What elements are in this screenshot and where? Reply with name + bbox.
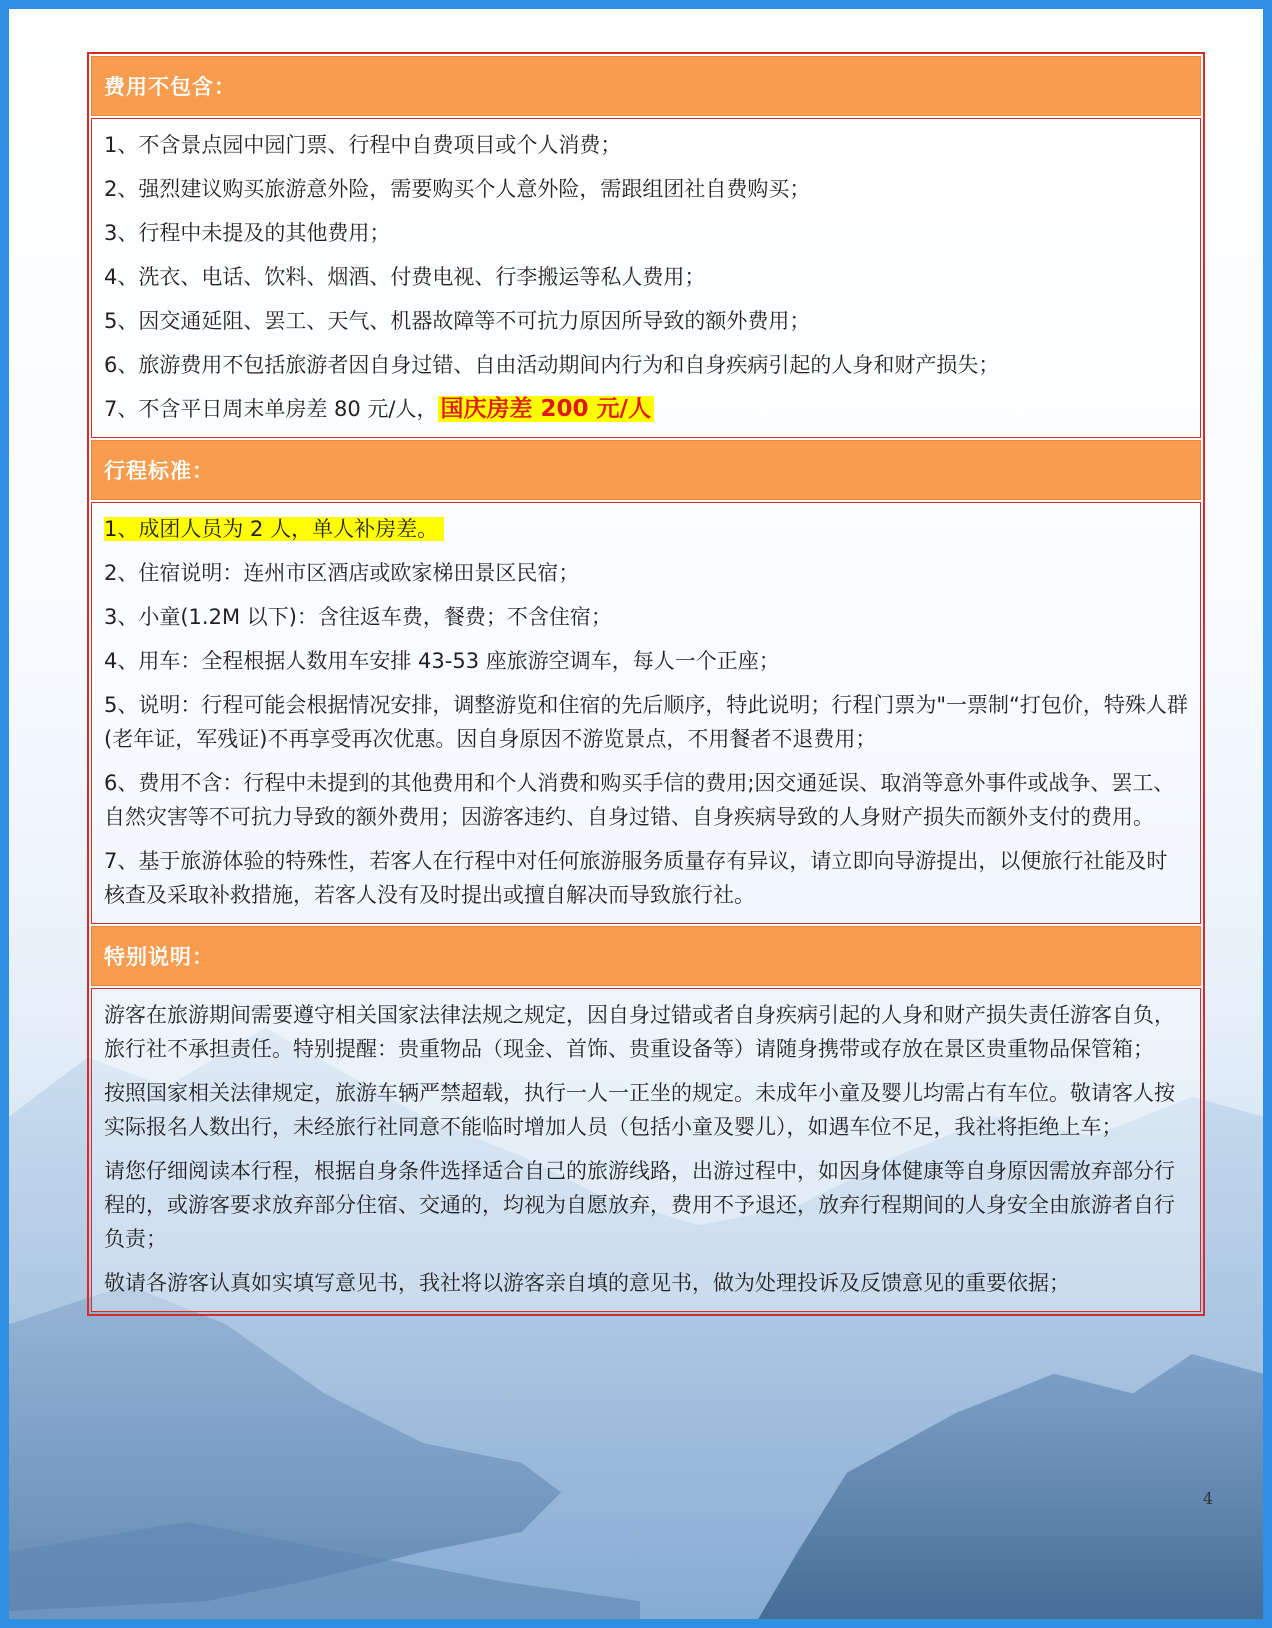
section-heading-special-notes: 特别说明： xyxy=(91,926,1201,986)
list-item: 6、旅游费用不包括旅游者因自身过错、自由活动期间内行为和自身疾病引起的人身和财产损失； xyxy=(104,353,1000,377)
page-number: 4 xyxy=(1202,1489,1213,1508)
list-item: 5、因交通延阻、罢工、天气、机器故障等不可抗力原因所导致的额外费用； xyxy=(104,309,811,333)
list-item: 4、用车：全程根据人数用车安排 43-53 座旅游空调车，每人一个正座； xyxy=(104,649,780,673)
list-item-room-supplement xyxy=(104,387,1188,431)
paragraph: 游客在旅游期间需要遵守相关国家法律法规之规定，因自身过错或者自身疾病引起的人身和财产损失责任游客自负，旅行社不承担责任。特别提醒：贵重物品（现金、首饰、贵重设备等）请随身携带或存放在景区贵重物品保管箱； xyxy=(104,1003,1175,1061)
section-heading-fees-excluded: 费用不包含： xyxy=(91,56,1201,116)
section-body-fees-excluded xyxy=(91,118,1201,438)
list-item: 2、住宿说明：连州市区酒店或欧家梯田景区民宿； xyxy=(104,561,580,585)
list-item: 2、强烈建议购买旅游意外险，需要购买个人意外险，需跟组团社自费购买； xyxy=(104,177,811,201)
section-body-special-notes xyxy=(91,988,1201,1312)
content-table xyxy=(87,52,1205,1316)
paragraph: 敬请各游客认真如实填写意见书，我社将以游客亲自填的意见书，做为处理投诉及反馈意见的重要依据； xyxy=(104,1271,1070,1295)
group-size-highlight: 1、成团人员为 2 人，单人补房差。 xyxy=(104,517,444,541)
paragraph: 按照国家相关法律规定，旅游车辆严禁超载，执行一人一正坐的规定。未成年小童及婴儿均需占有车位。敬请客人按实际报名人数出行，未经旅行社同意不能临时增加人员（包括小童及婴儿），如遇车位不足，我社将拒绝上车； xyxy=(104,1081,1175,1139)
room-supplement-text: 7、不含平日周末单房差 80 元/人， xyxy=(104,397,438,421)
list-item: 4、洗衣、电话、饮料、烟酒、付费电视、行李搬运等私人费用； xyxy=(104,265,706,289)
list-item: 6、费用不含：行程中未提到的其他费用和个人消费和购买手信的费用;因交通延误、取消等意外事件或战争、罢工、自然灾害等不可抗力导致的额外费用；因游客违约、自身过错、自身疾病导致的人身财产损失而额外支付的费用。 xyxy=(104,771,1175,829)
list-item: 3、小童(1.2M 以下)：含往返车费，餐费；不含住宿； xyxy=(104,605,612,629)
paragraph: 请您仔细阅读本行程，根据自身条件选择适合自己的旅游线路，出游过程中，如因身体健康等自身原因需放弃部分行程的，或游客要求放弃部分住宿、交通的，均视为自愿放弃，费用不予退还，放弃行程期间的人身安全由旅游者自行负责； xyxy=(104,1159,1175,1251)
list-item: 7、基于旅游体验的特殊性，若客人在行程中对任何旅游服务质量存有异议，请立即向导游提出，以便旅行社能及时核查及采取补救措施，若客人没有及时提出或擅自解决而导致旅行社。 xyxy=(104,849,1168,907)
list-item: 5、说明：行程可能会根据情况安排，调整游览和住宿的先后顺序，特此说明；行程门票为"一票制“打包价，特殊人群(老年证，军残证)不再享受再次优惠。因自身原因不游览景点，不用餐者不退费用； xyxy=(104,693,1188,751)
list-item: 1、不含景点园中园门票、行程中自费项目或个人消费； xyxy=(104,133,622,157)
list-item-group-size xyxy=(104,507,1188,551)
list-item: 3、行程中未提及的其他费用； xyxy=(104,221,391,245)
section-body-itinerary-standard xyxy=(91,502,1201,924)
section-heading-itinerary-standard: 行程标准： xyxy=(91,440,1201,500)
national-day-supplement-highlight: 国庆房差 200 元/人 xyxy=(438,396,654,422)
